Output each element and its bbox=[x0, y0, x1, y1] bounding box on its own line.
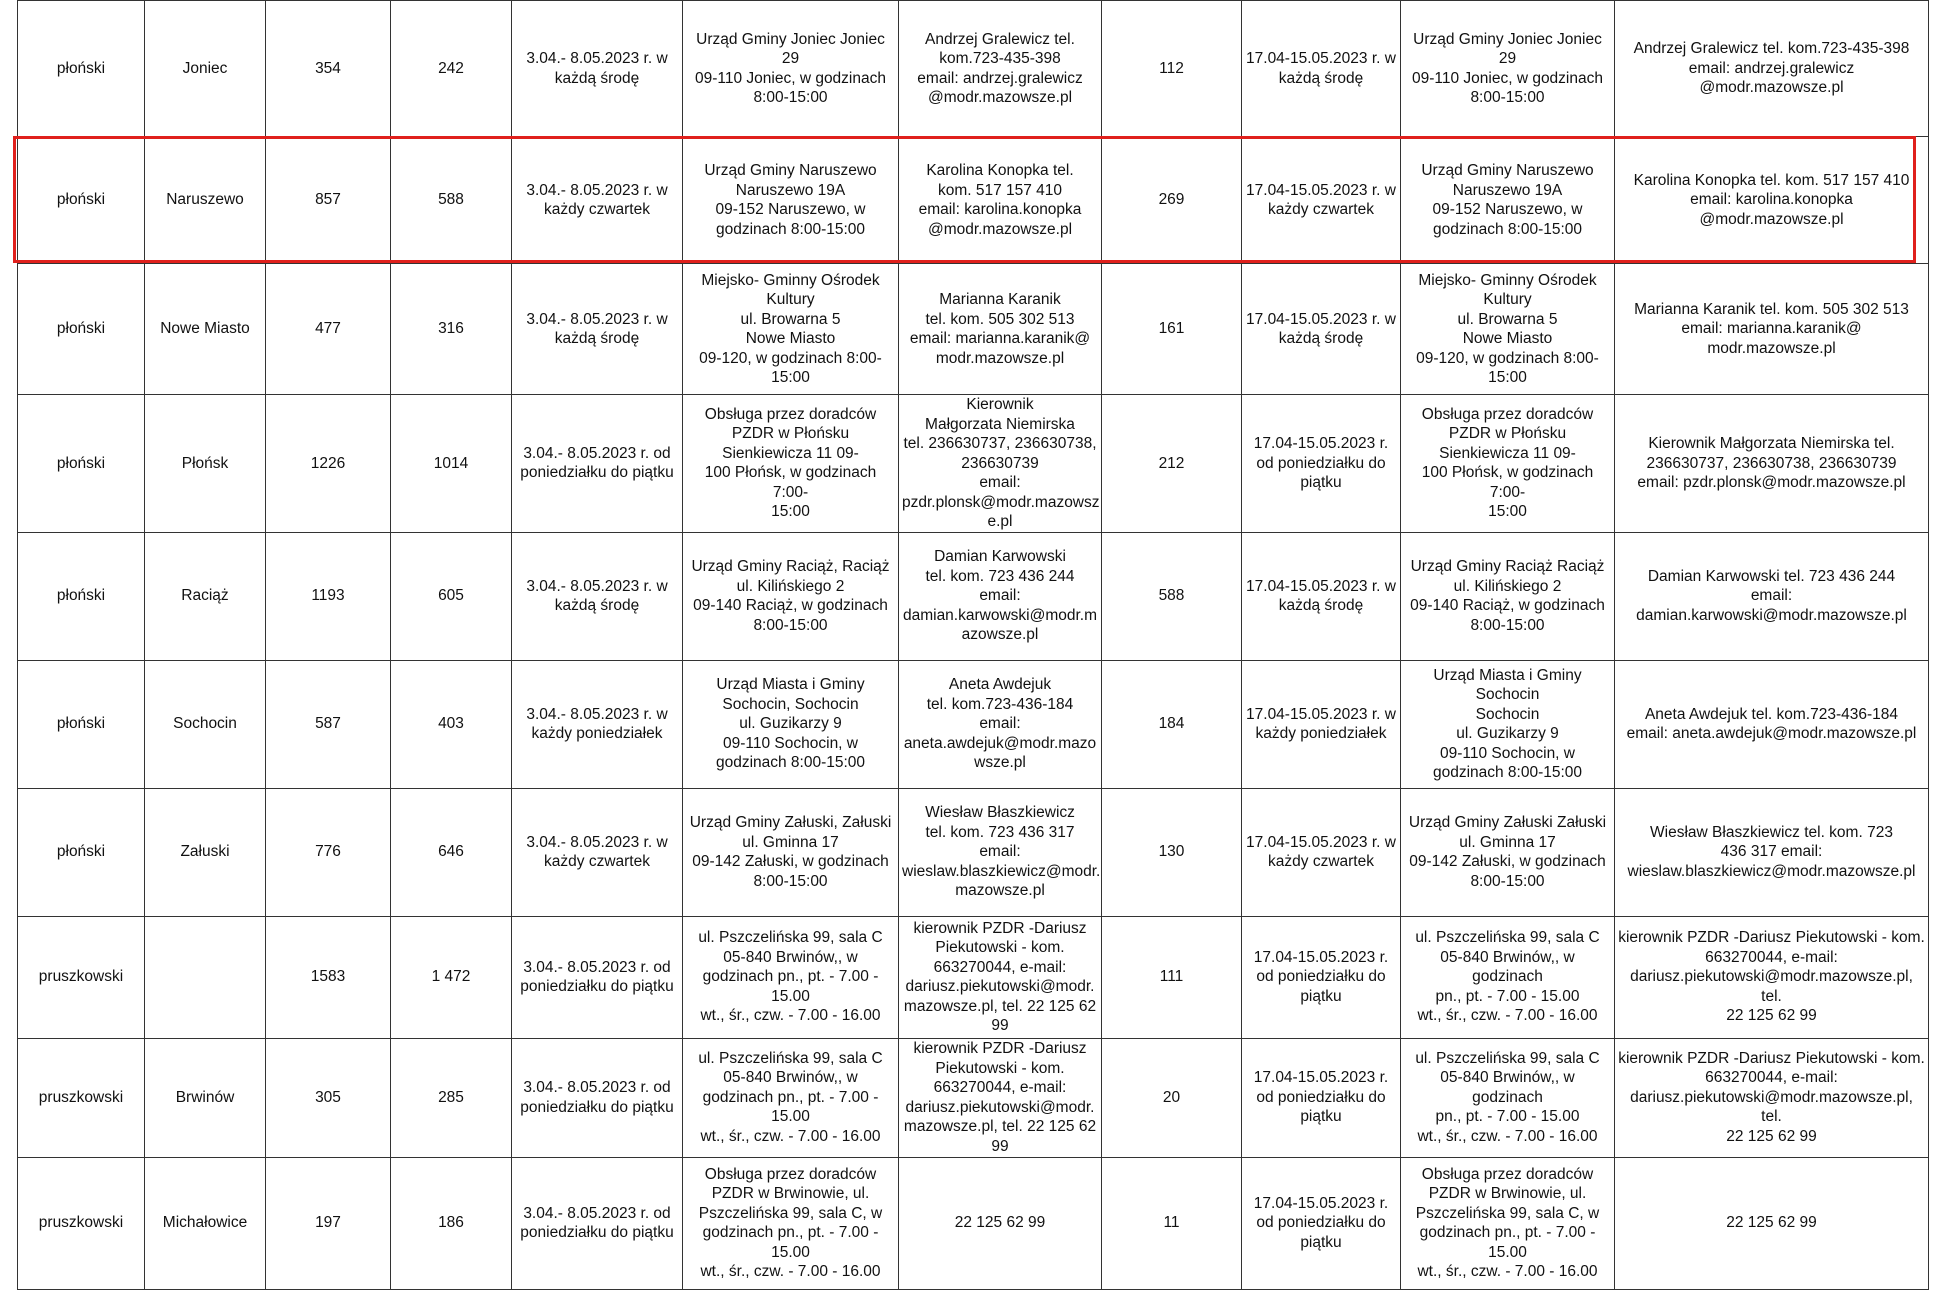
cell-miejsce2: Urząd Miasta i Gminy Sochocin Sochocin ul. Guzikarzy 9 09-110 Sochocin, w godzinach 8:00-15:00 bbox=[1401, 660, 1615, 788]
cell-n3: 212 bbox=[1102, 395, 1242, 533]
cell-miejsce2: ul. Pszczelińska 99, sala C 05-840 Brwinów,, w godzinach pn., pt. - 7.00 - 15.00 wt., śr., czw. - 7.00 - 16.00 bbox=[1401, 1038, 1615, 1157]
table-row bbox=[18, 264, 1929, 395]
cell-kontakt2: 22 125 62 99 bbox=[1615, 1157, 1929, 1289]
cell-kontakt2: Marianna Karanik tel. kom. 505 302 513 email: marianna.karanik@ modr.mazowsze.pl bbox=[1615, 264, 1929, 395]
cell-termin1: 3.04.- 8.05.2023 r. od poniedziałku do piątku bbox=[512, 1038, 683, 1157]
table-row bbox=[18, 1157, 1929, 1289]
cell-gmina: Załuski bbox=[145, 788, 266, 916]
cell-miejsce1: ul. Pszczelińska 99, sala C 05-840 Brwinów,, w godzinach pn., pt. - 7.00 - 15.00 wt., śr., czw. - 7.00 - 16.00 bbox=[683, 916, 899, 1038]
cell-termin1: 3.04.- 8.05.2023 r. w każdy czwartek bbox=[512, 137, 683, 264]
cell-termin2: 17.04-15.05.2023 r. od poniedziałku do piątku bbox=[1242, 916, 1401, 1038]
table-body bbox=[18, 1, 1929, 1290]
cell-kontakt2: Kierownik Małgorzata Niemirska tel. 236630737, 236630738, 236630739 email: pzdr.plonsk@modr.mazowsze.pl bbox=[1615, 395, 1929, 533]
cell-kontakt1: 22 125 62 99 bbox=[899, 1157, 1102, 1289]
cell-n3: 161 bbox=[1102, 264, 1242, 395]
cell-miejsce2: Urząd Gminy Joniec Joniec 29 09-110 Joniec, w godzinach 8:00-15:00 bbox=[1401, 1, 1615, 137]
cell-n2: 285 bbox=[391, 1038, 512, 1157]
cell-powiat: płoński bbox=[18, 264, 145, 395]
cell-n3: 20 bbox=[1102, 1038, 1242, 1157]
cell-termin1: 3.04.- 8.05.2023 r. w każdą środę bbox=[512, 264, 683, 395]
cell-gmina: Joniec bbox=[145, 1, 266, 137]
cell-n2: 186 bbox=[391, 1157, 512, 1289]
cell-n1: 305 bbox=[266, 1038, 391, 1157]
cell-n1: 354 bbox=[266, 1, 391, 137]
cell-gmina: Sochocin bbox=[145, 660, 266, 788]
table-row bbox=[18, 395, 1929, 533]
cell-kontakt2: kierownik PZDR -Dariusz Piekutowski - kom. 663270044, e-mail: dariusz.piekutowski@modr.mazowsze.pl, tel. 22 125 62 99 bbox=[1615, 916, 1929, 1038]
cell-miejsce1: Miejsko- Gminny Ośrodek Kultury ul. Browarna 5 Nowe Miasto 09-120, w godzinach 8:00- 15:00 bbox=[683, 264, 899, 395]
cell-miejsce2: Urząd Gminy Załuski Załuski ul. Gminna 17 09-142 Załuski, w godzinach 8:00-15:00 bbox=[1401, 788, 1615, 916]
schedule-table bbox=[17, 0, 1929, 1290]
cell-gmina: Raciąż bbox=[145, 532, 266, 660]
cell-powiat: pruszkowski bbox=[18, 1157, 145, 1289]
cell-powiat: płoński bbox=[18, 532, 145, 660]
cell-kontakt1: Aneta Awdejuk tel. kom.723-436-184 email: aneta.awdejuk@modr.mazo wsze.pl bbox=[899, 660, 1102, 788]
cell-n2: 588 bbox=[391, 137, 512, 264]
table-row bbox=[18, 660, 1929, 788]
cell-n3: 184 bbox=[1102, 660, 1242, 788]
cell-powiat: pruszkowski bbox=[18, 916, 145, 1038]
cell-n1: 587 bbox=[266, 660, 391, 788]
cell-termin2: 17.04-15.05.2023 r. od poniedziałku do piątku bbox=[1242, 395, 1401, 533]
cell-kontakt2: kierownik PZDR -Dariusz Piekutowski - kom. 663270044, e-mail: dariusz.piekutowski@modr.mazowsze.pl, tel. 22 125 62 99 bbox=[1615, 1038, 1929, 1157]
cell-gmina: Brwinów bbox=[145, 1038, 266, 1157]
cell-n1: 857 bbox=[266, 137, 391, 264]
cell-miejsce1: Urząd Gminy Naruszewo Naruszewo 19A 09-152 Naruszewo, w godzinach 8:00-15:00 bbox=[683, 137, 899, 264]
cell-termin1: 3.04.- 8.05.2023 r. w każdą środę bbox=[512, 532, 683, 660]
cell-kontakt2: Damian Karwowski tel. 723 436 244 email: damian.karwowski@modr.mazowsze.pl bbox=[1615, 532, 1929, 660]
cell-miejsce1: Obsługa przez doradców PZDR w Brwinowie, ul. Pszczelińska 99, sala C, w godzinach pn., pt. - 7.00 - 15.00 wt., śr., czw. - 7.00 - 16.00 bbox=[683, 1157, 899, 1289]
cell-n3: 112 bbox=[1102, 1, 1242, 137]
cell-kontakt2: Karolina Konopka tel. kom. 517 157 410 email: karolina.konopka @modr.mazowsze.pl bbox=[1615, 137, 1929, 264]
cell-n2: 646 bbox=[391, 788, 512, 916]
cell-miejsce1: Urząd Gminy Joniec Joniec 29 09-110 Joniec, w godzinach 8:00-15:00 bbox=[683, 1, 899, 137]
cell-kontakt1: Marianna Karanik tel. kom. 505 302 513 email: marianna.karanik@ modr.mazowsze.pl bbox=[899, 264, 1102, 395]
cell-kontakt2: Andrzej Gralewicz tel. kom.723-435-398 email: andrzej.gralewicz @modr.mazowsze.pl bbox=[1615, 1, 1929, 137]
table-row bbox=[18, 916, 1929, 1038]
cell-powiat: płoński bbox=[18, 1, 145, 137]
cell-termin2: 17.04-15.05.2023 r. w każdy czwartek bbox=[1242, 788, 1401, 916]
cell-n3: 111 bbox=[1102, 916, 1242, 1038]
cell-kontakt2: Wiesław Błaszkiewicz tel. kom. 723 436 317 email: wieslaw.blaszkiewicz@modr.mazowsze.pl bbox=[1615, 788, 1929, 916]
cell-termin1: 3.04.- 8.05.2023 r. w każdy czwartek bbox=[512, 788, 683, 916]
cell-termin1: 3.04.- 8.05.2023 r. w każdą środę bbox=[512, 1, 683, 137]
cell-n3: 588 bbox=[1102, 532, 1242, 660]
cell-termin1: 3.04.- 8.05.2023 r. od poniedziałku do piątku bbox=[512, 395, 683, 533]
cell-n1: 477 bbox=[266, 264, 391, 395]
cell-powiat: płoński bbox=[18, 660, 145, 788]
cell-kontakt1: Damian Karwowski tel. kom. 723 436 244 email: damian.karwowski@modr.m azowsze.pl bbox=[899, 532, 1102, 660]
cell-n1: 1193 bbox=[266, 532, 391, 660]
table-row bbox=[18, 788, 1929, 916]
cell-miejsce1: Urząd Miasta i Gminy Sochocin, Sochocin ul. Guzikarzy 9 09-110 Sochocin, w godzinach 8:00-15:00 bbox=[683, 660, 899, 788]
cell-miejsce2: Obsługa przez doradców PZDR w Płońsku Sienkiewicza 11 09- 100 Płońsk, w godzinach 7:00- 15:00 bbox=[1401, 395, 1615, 533]
cell-powiat: płoński bbox=[18, 788, 145, 916]
cell-miejsce1: Urząd Gminy Raciąż, Raciąż ul. Kilińskiego 2 09-140 Raciąż, w godzinach 8:00-15:00 bbox=[683, 532, 899, 660]
cell-gmina: Nowe Miasto bbox=[145, 264, 266, 395]
cell-termin1: 3.04.- 8.05.2023 r. w każdy poniedziałek bbox=[512, 660, 683, 788]
table-row bbox=[18, 1, 1929, 137]
cell-miejsce2: ul. Pszczelińska 99, sala C 05-840 Brwinów,, w godzinach pn., pt. - 7.00 - 15.00 wt., śr., czw. - 7.00 - 16.00 bbox=[1401, 916, 1615, 1038]
cell-kontakt1: kierownik PZDR -Dariusz Piekutowski - kom. 663270044, e-mail: dariusz.piekutowski@modr. mazowsze.pl, tel. 22 125 62 99 bbox=[899, 916, 1102, 1038]
table-row bbox=[18, 1038, 1929, 1157]
cell-termin2: 17.04-15.05.2023 r. w każdą środę bbox=[1242, 532, 1401, 660]
cell-n2: 403 bbox=[391, 660, 512, 788]
cell-termin2: 17.04-15.05.2023 r. od poniedziałku do piątku bbox=[1242, 1157, 1401, 1289]
cell-n3: 269 bbox=[1102, 137, 1242, 264]
cell-miejsce2: Obsługa przez doradców PZDR w Brwinowie, ul. Pszczelińska 99, sala C, w godzinach pn., pt. - 7.00 - 15.00 wt., śr., czw. - 7.00 - 16.00 bbox=[1401, 1157, 1615, 1289]
cell-n2: 1014 bbox=[391, 395, 512, 533]
cell-kontakt2: Aneta Awdejuk tel. kom.723-436-184 email: aneta.awdejuk@modr.mazowsze.pl bbox=[1615, 660, 1929, 788]
cell-powiat: płoński bbox=[18, 137, 145, 264]
cell-miejsce2: Urząd Gminy Naruszewo Naruszewo 19A 09-152 Naruszewo, w godzinach 8:00-15:00 bbox=[1401, 137, 1615, 264]
table-row bbox=[18, 137, 1929, 264]
cell-termin2: 17.04-15.05.2023 r. w każdy poniedziałek bbox=[1242, 660, 1401, 788]
cell-miejsce1: Obsługa przez doradców PZDR w Płońsku Sienkiewicza 11 09- 100 Płońsk, w godzinach 7:00- 15:00 bbox=[683, 395, 899, 533]
cell-termin1: 3.04.- 8.05.2023 r. od poniedziałku do piątku bbox=[512, 1157, 683, 1289]
cell-powiat: pruszkowski bbox=[18, 1038, 145, 1157]
cell-termin2: 17.04-15.05.2023 r. od poniedziałku do piątku bbox=[1242, 1038, 1401, 1157]
cell-kontakt1: Andrzej Gralewicz tel. kom.723-435-398 email: andrzej.gralewicz @modr.mazowsze.pl bbox=[899, 1, 1102, 137]
cell-n2: 316 bbox=[391, 264, 512, 395]
cell-gmina: Michałowice bbox=[145, 1157, 266, 1289]
cell-gmina: Płońsk bbox=[145, 395, 266, 533]
cell-n3: 130 bbox=[1102, 788, 1242, 916]
cell-termin1: 3.04.- 8.05.2023 r. od poniedziałku do piątku bbox=[512, 916, 683, 1038]
cell-miejsce2: Urząd Gminy Raciąż Raciąż ul. Kilińskiego 2 09-140 Raciąż, w godzinach 8:00-15:00 bbox=[1401, 532, 1615, 660]
cell-termin2: 17.04-15.05.2023 r. w każdy czwartek bbox=[1242, 137, 1401, 264]
cell-n2: 1 472 bbox=[391, 916, 512, 1038]
cell-gmina bbox=[145, 916, 266, 1038]
cell-kontakt1: kierownik PZDR -Dariusz Piekutowski - kom. 663270044, e-mail: dariusz.piekutowski@modr. mazowsze.pl, tel. 22 125 62 99 bbox=[899, 1038, 1102, 1157]
cell-miejsce1: Urząd Gminy Załuski, Załuski ul. Gminna 17 09-142 Załuski, w godzinach 8:00-15:00 bbox=[683, 788, 899, 916]
cell-n1: 197 bbox=[266, 1157, 391, 1289]
cell-powiat: płoński bbox=[18, 395, 145, 533]
cell-n1: 1583 bbox=[266, 916, 391, 1038]
cell-n1: 1226 bbox=[266, 395, 391, 533]
cell-n3: 11 bbox=[1102, 1157, 1242, 1289]
cell-kontakt1: Kierownik Małgorzata Niemirska tel. 236630737, 236630738, 236630739 email: pzdr.plonsk@modr.mazowsz e.pl bbox=[899, 395, 1102, 533]
table-row bbox=[18, 532, 1929, 660]
cell-gmina: Naruszewo bbox=[145, 137, 266, 264]
cell-n2: 242 bbox=[391, 1, 512, 137]
cell-n1: 776 bbox=[266, 788, 391, 916]
cell-kontakt1: Karolina Konopka tel. kom. 517 157 410 email: karolina.konopka @modr.mazowsze.pl bbox=[899, 137, 1102, 264]
cell-miejsce2: Miejsko- Gminny Ośrodek Kultury ul. Browarna 5 Nowe Miasto 09-120, w godzinach 8:00- 15:00 bbox=[1401, 264, 1615, 395]
cell-n2: 605 bbox=[391, 532, 512, 660]
cell-kontakt1: Wiesław Błaszkiewicz tel. kom. 723 436 317 email: wieslaw.blaszkiewicz@modr. mazowsze.pl bbox=[899, 788, 1102, 916]
cell-termin2: 17.04-15.05.2023 r. w każdą środę bbox=[1242, 264, 1401, 395]
cell-miejsce1: ul. Pszczelińska 99, sala C 05-840 Brwinów,, w godzinach pn., pt. - 7.00 - 15.00 wt., śr., czw. - 7.00 - 16.00 bbox=[683, 1038, 899, 1157]
cell-termin2: 17.04-15.05.2023 r. w każdą środę bbox=[1242, 1, 1401, 137]
